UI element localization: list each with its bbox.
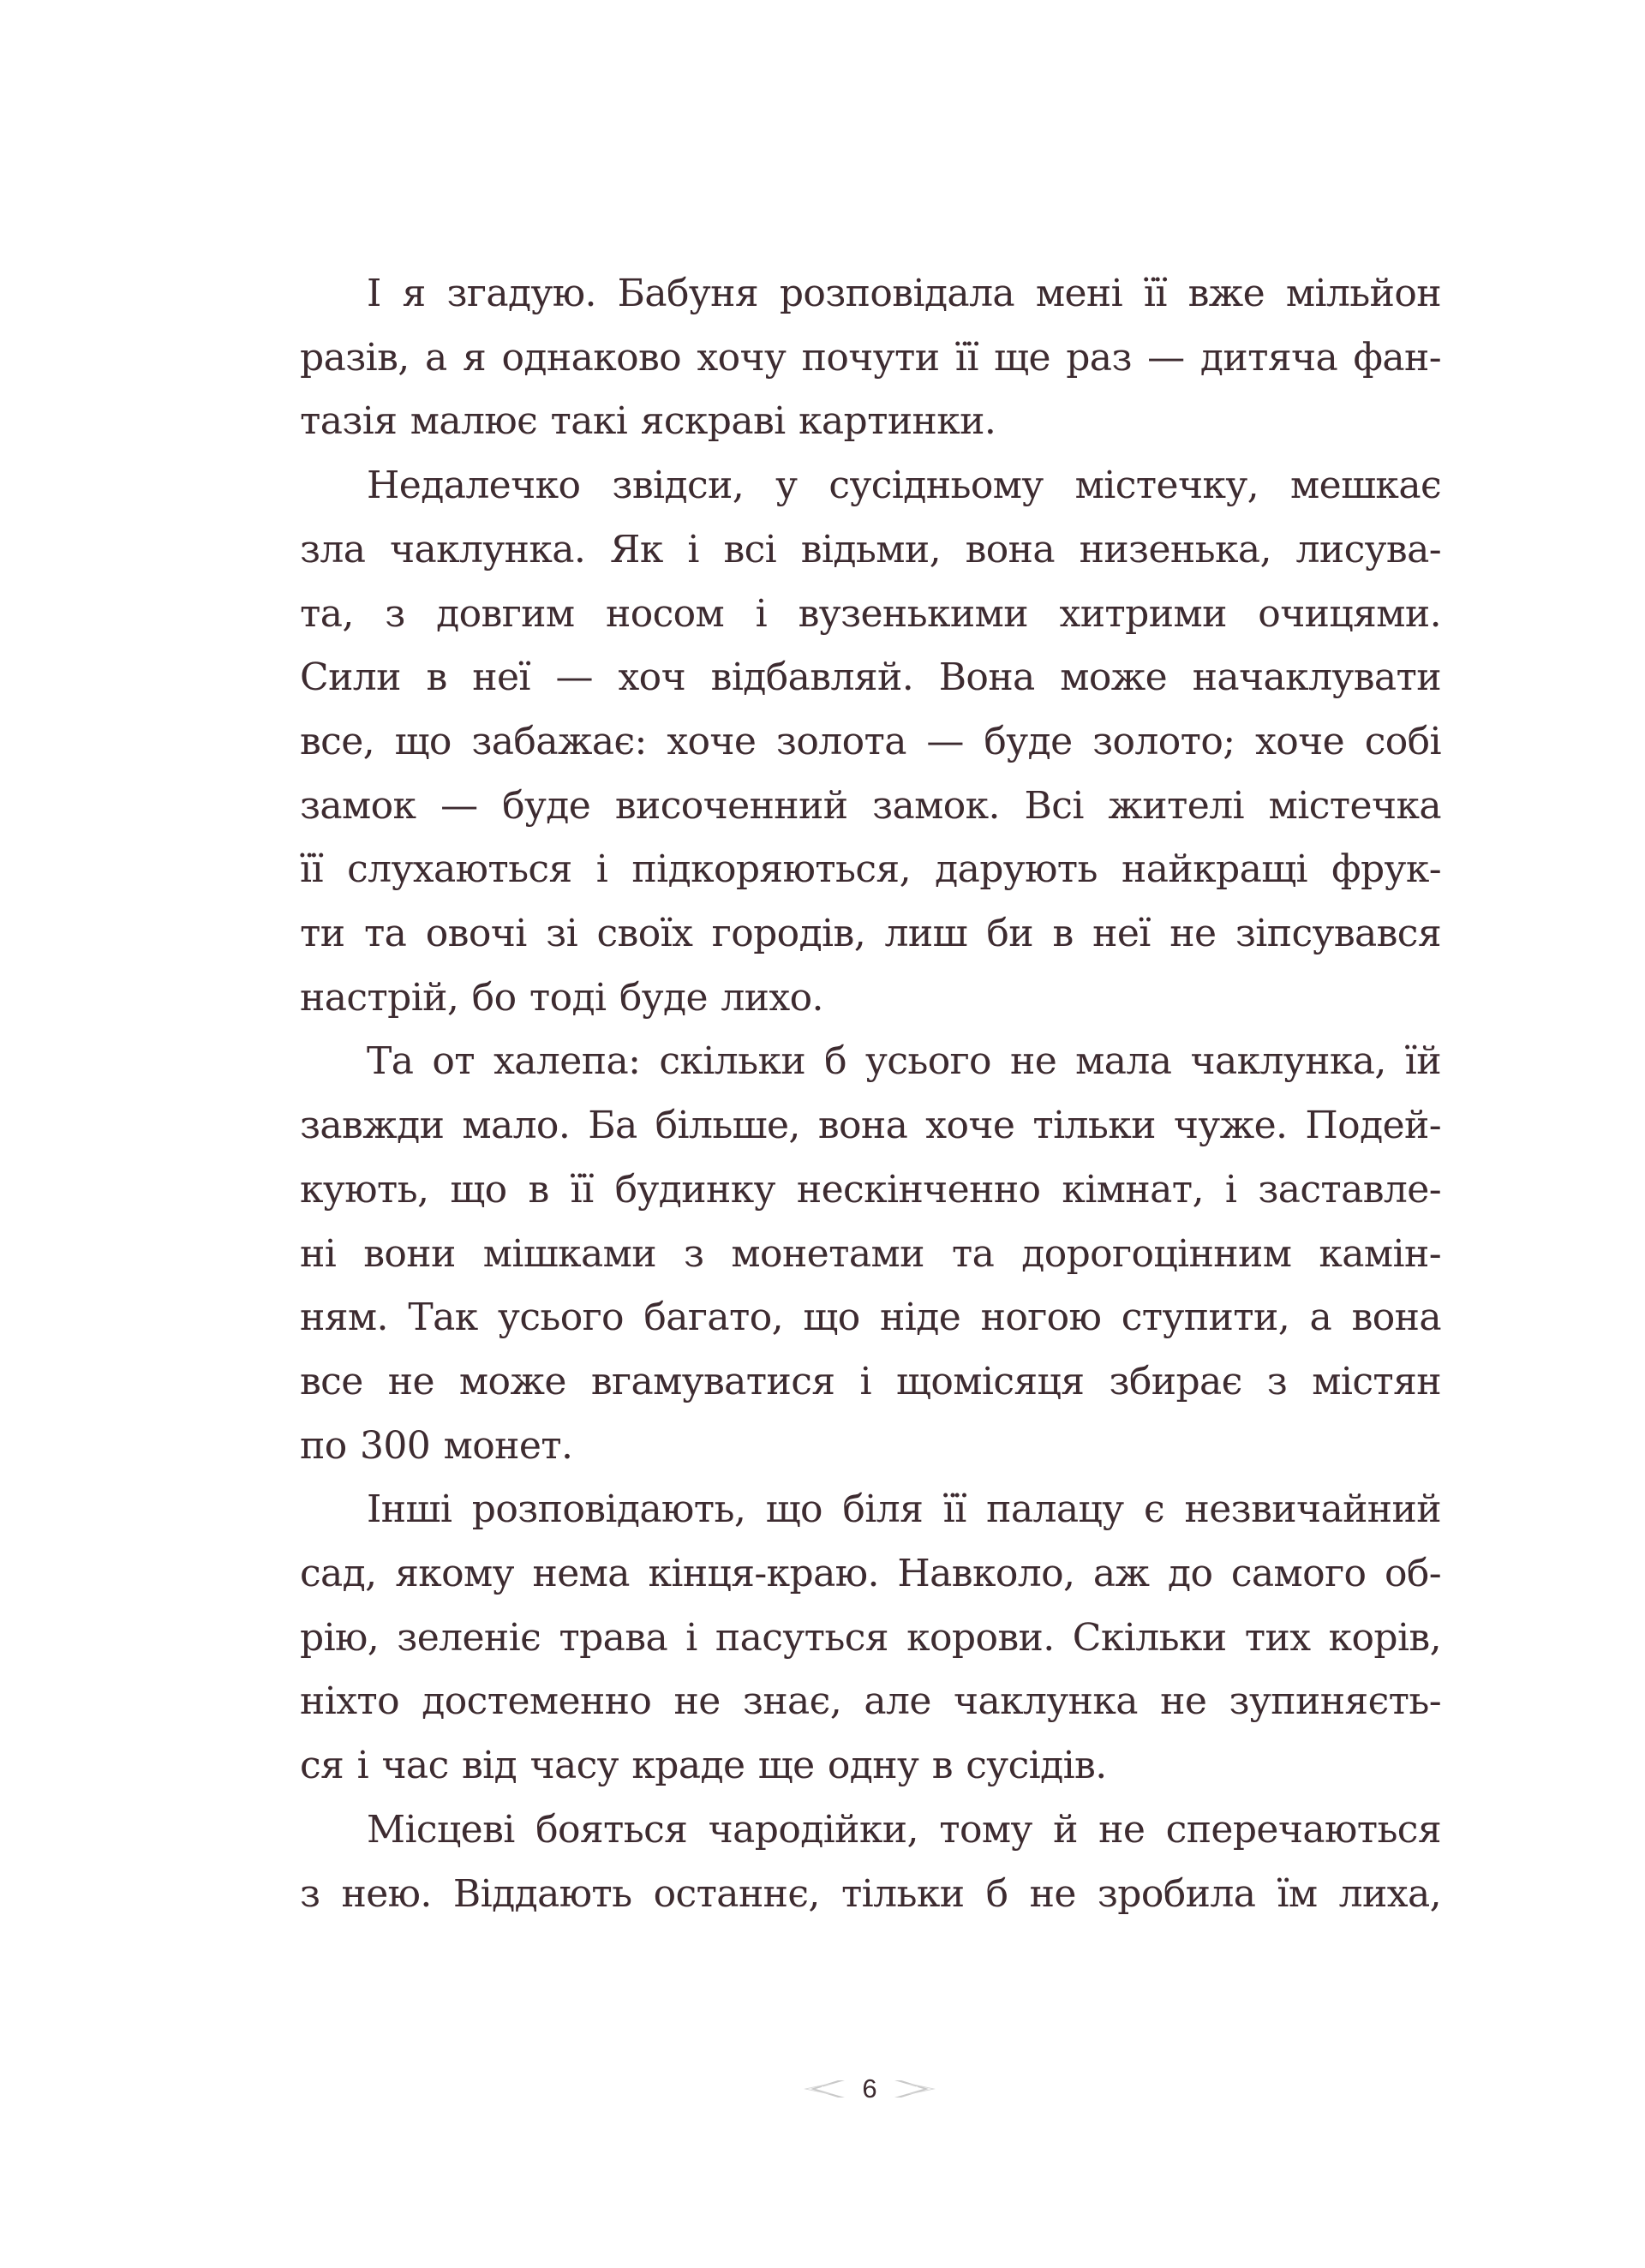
text-line: замок — буде височенний замок. Всі жителі містечка: [300, 783, 1441, 828]
text-line: ніхто достеменно не знає, але чаклунка не зупиняєть-: [300, 1679, 1441, 1724]
text-line: ся і час від часу краде ще одну в сусідів.: [300, 1744, 1107, 1788]
text-line: та, з довгим носом і вузенькими хитрими очицями.: [300, 591, 1441, 636]
text-line: І я згадую. Бабуня розповідала мені її вже мільйон: [367, 272, 1441, 315]
text-line: настрій, бо тоді буде лихо.: [300, 975, 823, 1020]
right-chevron-ornament-icon: [893, 2079, 936, 2099]
text-line: Недалечко звідси, у сусідньому містечку, мешкає: [367, 464, 1441, 508]
text-line: кують, що в її будинку нескінченно кімнат, і заставле-: [300, 1167, 1441, 1212]
page-number: 6: [862, 2074, 877, 2103]
text-line: ням. Так усього багато, що ніде ногою ступити, а вона: [300, 1296, 1441, 1340]
text-line: її слухаються і підкоряються, дарують найкращі фрук-: [300, 847, 1441, 892]
text-line: завжди мало. Ба більше, вона хоче тільки чуже. Подей-: [300, 1104, 1441, 1148]
page-number-footer: [788, 2072, 951, 2106]
text-line: з нею. Віддають останнє, тільки б не зробила їм лиха,: [300, 1871, 1441, 1916]
text-line: по 300 монет.: [300, 1423, 573, 1468]
text-line: зла чаклунка. Як і всі відьми, вона низенька, лисува-: [300, 527, 1441, 571]
text-line: разів, а я однаково хочу почути її ще раз — дитяча фан-: [300, 335, 1441, 380]
text-line: ти та овочі зі своїх городів, лиш би в неї не зіпсувався: [300, 912, 1441, 955]
text-line: тазія малює такі яскраві картинки.: [300, 399, 996, 444]
text-line: все, що забажає: хоче золота — буде золото; хоче собі: [300, 719, 1441, 763]
text-line: ні вони мішками з монетами та дорогоцінним камін-: [300, 1231, 1441, 1276]
text-line: Та от халепа: скільки б усього не мала чаклунка, їй: [367, 1039, 1441, 1084]
left-chevron-ornament-icon: [804, 2079, 846, 2099]
text-line: Інші розповідають, що біля її палацу є незвичайний: [367, 1487, 1441, 1532]
text-line: сад, якому нема кінця-краю. Навколо, аж до самого об-: [300, 1552, 1441, 1595]
text-line: рію, зеленіє трава і пасуться корови. Скільки тих корів,: [300, 1615, 1441, 1660]
text-line: Сили в неї — хоч відбавляй. Вона може начаклувати: [300, 655, 1441, 700]
text-line: Місцеві бояться чародійки, тому й не сперечаються: [367, 1807, 1441, 1852]
text-line: все не може вгамуватися і щомісяця збирає з містян: [300, 1359, 1441, 1403]
